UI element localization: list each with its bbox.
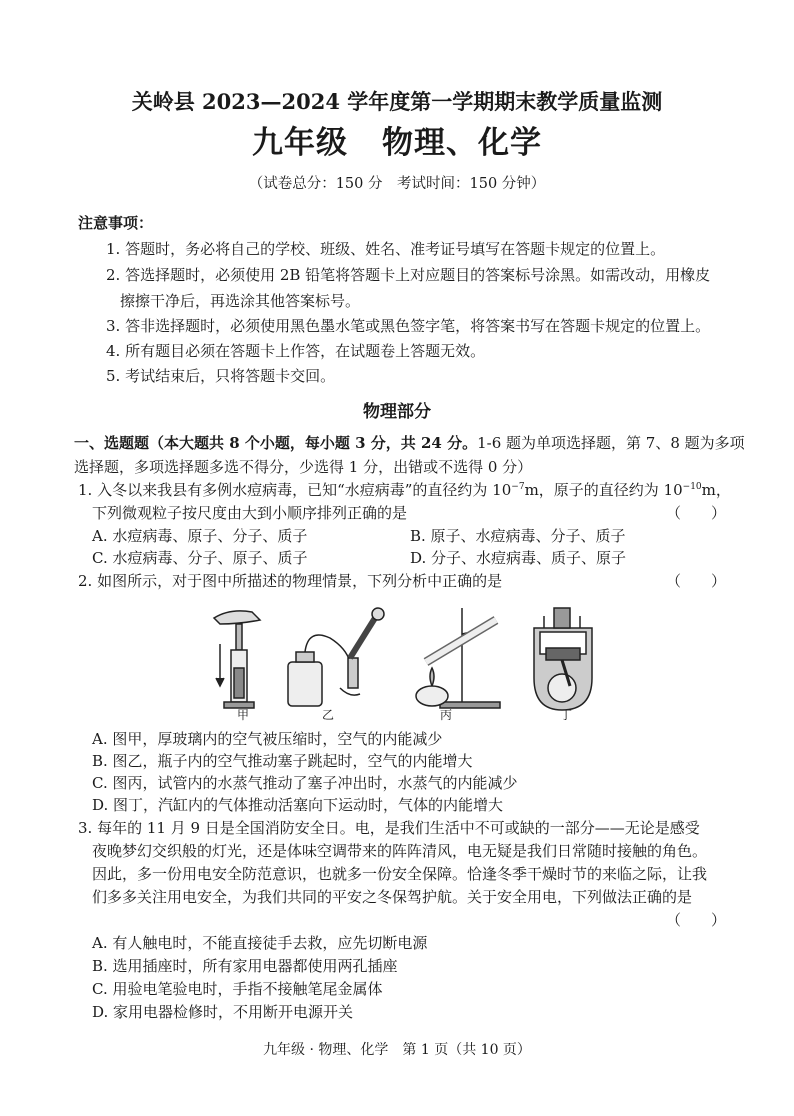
q1-text: m， [701, 481, 731, 499]
note-item: 5. 考试结束后，只将答题卡交回。 [106, 367, 336, 385]
q3-option-d: D. 家用电器检修时，不用断开电源开关 [92, 1003, 354, 1021]
grade-label: 九年级 [252, 125, 348, 161]
q1-exponent: −7 [511, 482, 525, 492]
q2-option-c: C. 图丙，试管内的水蒸气推动了塞子冲出时，水蒸气的内能减少 [92, 774, 518, 792]
q3-option-a: A. 有人触电时，不能直接徒手去救，应先切断电源 [92, 934, 428, 952]
q3-stem-line: 们多多关注用电安全，为我们共同的平安之冬保驾护航。关于安全用电，下列做法正确的是 [92, 888, 693, 906]
q3-stem-line: 3. 每年的 11 月 9 日是全国消防安全日。电，是我们生活中不可或缺的一部分——无论是感受 [78, 819, 700, 837]
q1-stem-line2: 下列微观粒子按尺度由大到小顺序排列正确的是 [92, 504, 408, 522]
q1-stem-line1 [78, 479, 731, 500]
grade-subject-title [0, 117, 794, 162]
part-heading-line2: 选择题，多项选择题多选不得分，少选得 1 分，出错或不选得 0 分） [74, 458, 533, 476]
note-item: 4. 所有题目必须在答题卡上作答，在试题卷上答题无效。 [106, 342, 486, 360]
q1-text: 1. 入冬以来我县有多例水痘病毒，已知“水痘病毒”的直径约为 10 [78, 481, 512, 499]
note-item: 3. 答非选择题时，必须使用黑色墨水笔或黑色签字笔，将答案书写在答题卡规定的位置上。 [106, 317, 711, 335]
q2-option-b: B. 图乙，瓶子内的空气推动塞子跳起时，空气的内能增大 [92, 752, 473, 770]
figure-caption-jia: 甲 [237, 708, 250, 722]
q1-text: m，原子的直径约为 10 [524, 481, 683, 499]
q3-stem-line: 夜晚梦幻交织般的灯光，还是体味空调带来的阵阵清风，电无疑是我们日常随时接触的角色。 [92, 842, 708, 860]
q1-option-d: D. 分子、水痘病毒、质子、原子 [410, 549, 627, 567]
q3-option-b: B. 选用插座时，所有家用电器都使用两孔插座 [92, 957, 398, 975]
figure-caption-ding: 丁 [560, 708, 573, 722]
figure-ding-engine [534, 608, 592, 710]
q1-answer-paren: （ ） [666, 504, 727, 522]
part-heading-rest: 1-6 题为单项选择题，第 7、8 题为多项 [477, 434, 745, 452]
q1-option-a: A. 水痘病毒、原子、分子、质子 [92, 527, 308, 545]
figure-bing-test-tube-lamp [416, 608, 500, 708]
figure-caption-yi: 乙 [322, 708, 335, 722]
notes-heading: 注意事项： [78, 214, 154, 232]
section-title: 物理部分 [363, 402, 431, 422]
note-item: 2. 答选择题时，必须使用 2B 铅笔将答题卡上对应题目的答案标号涂黑。如需改动，用橡皮 [106, 266, 711, 284]
q1-option-b: B. 原子、水痘病毒、分子、质子 [410, 527, 626, 545]
note-item: 1. 答题时，务必将自己的学校、班级、姓名、准考证号填写在答题卡规定的位置上。 [106, 240, 666, 258]
figure-caption-bing: 丙 [440, 708, 453, 722]
q3-stem-line: 因此，多一份用电安全防范意识，也就多一份安全保障。恰逢冬季干燥时节的来临之际，让我 [92, 865, 708, 883]
subject-label: 物理、化学 [382, 125, 542, 161]
figure-yi-bottle-pump [288, 608, 384, 706]
figure-jia-compression-tube [214, 611, 260, 708]
q1-option-c: C. 水痘病毒、分子、原子、质子 [92, 549, 308, 567]
q3-answer-paren: （ ） [666, 911, 727, 929]
note-item: 擦擦干净后，再选涂其他答案标号。 [120, 292, 361, 310]
q3-option-c: C. 用验电笔验电时，手指不接触笔尾金属体 [92, 980, 383, 998]
q2-option-d: D. 图丁，汽缸内的气体推动活塞向下运动时，气体的内能增大 [92, 796, 504, 814]
q2-answer-paren: （ ） [666, 572, 727, 590]
part-heading [74, 432, 745, 453]
q1-exponent: −10 [682, 482, 702, 492]
page-footer: 九年级 · 物理、化学 第 1 页（共 10 页） [263, 1042, 531, 1058]
q2-figures [200, 598, 620, 724]
q2-option-a: A. 图甲，厚玻璃内的空气被压缩时，空气的内能减少 [92, 730, 443, 748]
exam-title: 关岭县 2023—2024 学年度第一学期期末教学质量监测 [131, 89, 663, 114]
part-heading-bold: 一、选题题（本大题共 8 个小题，每小题 3 分，共 24 分。 [74, 434, 478, 452]
exam-info: （试卷总分：150 分 考试时间：150 分钟） [248, 176, 546, 192]
q2-stem: 2. 如图所示，对于图中所描述的物理情景，下列分析中正确的是 [78, 572, 503, 590]
